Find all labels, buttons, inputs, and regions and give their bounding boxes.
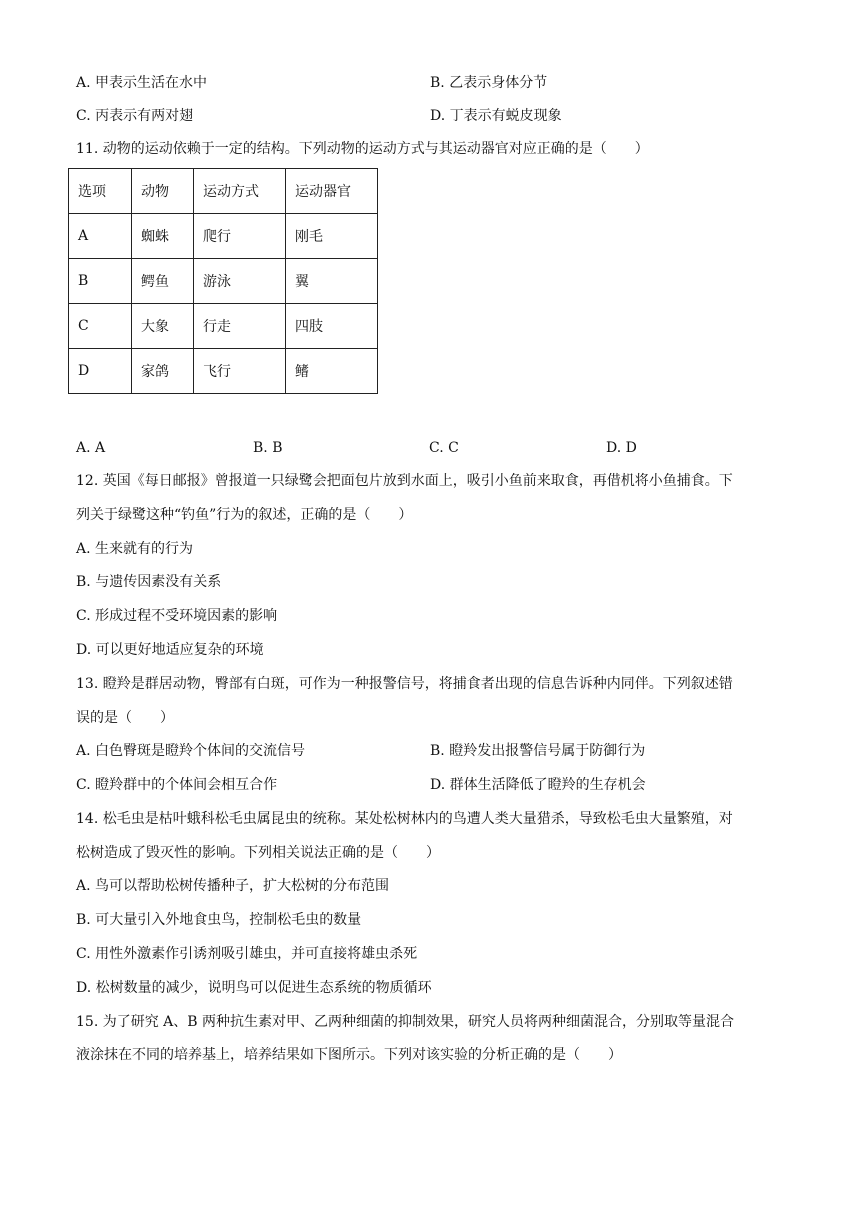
table-cell: 鳄鱼 xyxy=(132,259,194,304)
q14-option-a: A. 鸟可以帮助松树传播种子，扩大松树的分布范围 xyxy=(76,878,390,894)
table-header-cell: 运动器官 xyxy=(286,169,378,214)
table-cell: 刚毛 xyxy=(286,214,378,259)
table-row xyxy=(69,304,378,349)
table-cell: 大象 xyxy=(132,304,194,349)
q12-option-b: B. 与遗传因素没有关系 xyxy=(76,574,222,590)
table-header-cell: 选项 xyxy=(69,169,132,214)
q13-option-c: C. 瞪羚群中的个体间会相互合作 xyxy=(76,777,278,793)
q10-option-d: D. 丁表示有蜕皮现象 xyxy=(430,108,562,124)
table-cell: 鳍 xyxy=(286,349,378,394)
q14-stem-line1: 14. 松毛虫是枯叶蛾科松毛虫属昆虫的统称。某处松树林内的鸟遭人类大量猎杀，导致松毛虫大量繁殖，对 xyxy=(76,811,733,827)
q12-option-a: A. 生来就有的行为 xyxy=(76,541,194,557)
table-cell: 翼 xyxy=(286,259,378,304)
table-row xyxy=(69,259,378,304)
table-cell: 游泳 xyxy=(194,259,286,304)
table-cell: 爬行 xyxy=(194,214,286,259)
q13-stem-line2: 误的是（ ） xyxy=(76,710,174,726)
q14-stem-line2: 松树造成了毁灭性的影响。下列相关说法正确的是（ ） xyxy=(76,845,440,861)
table-cell: 四肢 xyxy=(286,304,378,349)
q14-option-c: C. 用性外激素作引诱剂吸引雄虫，并可直接将雄虫杀死 xyxy=(76,946,418,962)
table-cell: 飞行 xyxy=(194,349,286,394)
q10-option-b: B. 乙表示身体分节 xyxy=(430,75,548,91)
table-cell: D xyxy=(69,349,132,394)
q11-answer-b: B. B xyxy=(253,440,283,456)
q13-option-d: D. 群体生活降低了瞪羚的生存机会 xyxy=(430,777,646,793)
q13-option-b: B. 瞪羚发出报警信号属于防御行为 xyxy=(430,743,646,759)
q10-option-c: C. 丙表示有两对翅 xyxy=(76,108,194,124)
table-cell: 蜘蛛 xyxy=(132,214,194,259)
q11-stem: 11. 动物的运动依赖于一定的结构。下列动物的运动方式与其运动器官对应正确的是（ ） xyxy=(76,141,649,157)
q13-option-a: A. 白色臀斑是瞪羚个体间的交流信号 xyxy=(76,743,306,759)
table-header-cell: 动物 xyxy=(132,169,194,214)
q12-stem-line2: 列关于绿鹭这种“钓鱼”行为的叙述，正确的是（ ） xyxy=(76,507,413,523)
table-cell: 家鸽 xyxy=(132,349,194,394)
q15-stem-line1: 15. 为了研究 A、B 两种抗生素对甲、乙两种细菌的抑制效果，研究人员将两种细菌混合，分别取等量混合 xyxy=(76,1014,735,1030)
q14-option-d: D. 松树数量的减少，说明鸟可以促进生态系统的物质循环 xyxy=(76,980,432,996)
table-cell: 行走 xyxy=(194,304,286,349)
table-row xyxy=(69,214,378,259)
q12-stem-line1: 12. 英国《每日邮报》曾报道一只绿鹭会把面包片放到水面上，吸引小鱼前来取食，再借机将小鱼捕食。下 xyxy=(76,473,733,489)
q15-stem-line2: 液涂抹在不同的培养基上，培养结果如下图所示。下列对该实验的分析正确的是（ ） xyxy=(76,1047,622,1063)
q10-option-a: A. 甲表示生活在水中 xyxy=(76,75,208,91)
table-header-cell: 运动方式 xyxy=(194,169,286,214)
q12-option-c: C. 形成过程不受环境因素的影响 xyxy=(76,608,278,624)
q11-answer-d: D. D xyxy=(606,440,637,456)
table-cell: C xyxy=(69,304,132,349)
q12-option-d: D. 可以更好地适应复杂的环境 xyxy=(76,642,264,658)
q11-answer-c: C. C xyxy=(429,440,459,456)
q14-option-b: B. 可大量引入外地食虫鸟，控制松毛虫的数量 xyxy=(76,912,362,928)
table-cell: B xyxy=(69,259,132,304)
table-header-row xyxy=(69,169,378,214)
q11-answer-a: A. A xyxy=(76,440,106,456)
q13-stem-line1: 13. 瞪羚是群居动物，臀部有白斑，可作为一种报警信号，将捕食者出现的信息告诉种内同伴。下列叙述错 xyxy=(76,676,733,692)
table-row xyxy=(69,349,378,394)
table-cell: A xyxy=(69,214,132,259)
q11-table xyxy=(68,168,378,394)
